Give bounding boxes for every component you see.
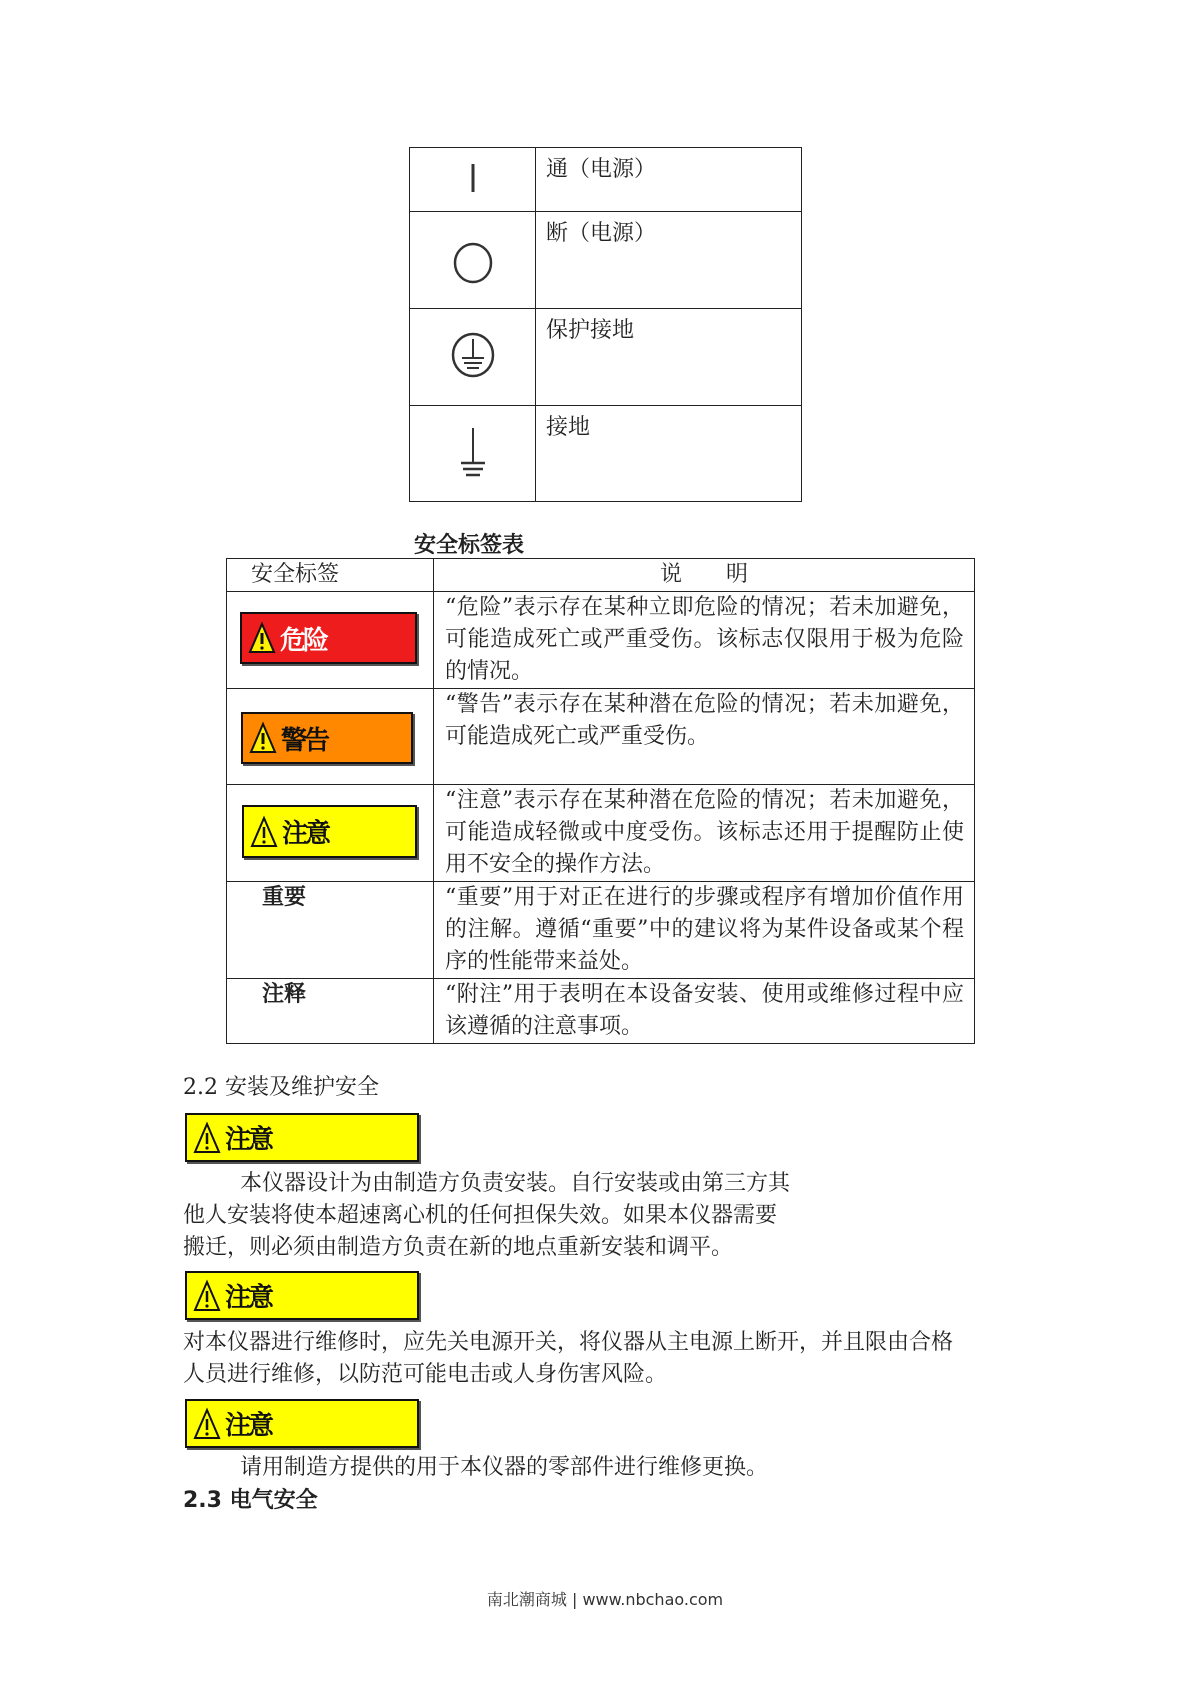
footer-separator: | <box>571 1590 578 1609</box>
paragraph-line: 人员进行维修，以防范可能电击或人身伤害风险。 <box>183 1362 668 1387</box>
paragraph-line: 对本仪器进行维修时，应先关电源开关，将仪器从主电源上断开，并且限由合格 <box>183 1330 954 1355</box>
row-desc: “附注”用于表明在本设备安装、使用或维修过程中应该遵循的注意事项。 <box>434 979 975 1044</box>
warning-triangle-icon <box>249 721 277 755</box>
paragraph-line: 本仪器设计为由制造方负责安装。自行安装或由第三方其 <box>240 1171 791 1196</box>
label-text: 注意 <box>225 1283 272 1313</box>
important-label: 重要 <box>227 882 434 979</box>
ground-icon <box>410 406 536 502</box>
row-desc: “注意”表示存在某种潜在危险的情况；若未加避免，可能造成轻微或中度受伤。该标志还用于提醒防止使用不安全的操作方法。 <box>434 785 975 882</box>
warning-triangle-icon <box>248 621 276 655</box>
symbol-table <box>409 147 802 502</box>
label-text: 危险 <box>280 625 327 656</box>
section-heading-2-2: 2.2 安装及维护安全 <box>183 1075 379 1100</box>
label-text: 注意 <box>282 819 329 849</box>
warning-triangle-icon <box>193 1121 221 1155</box>
header-desc: 说 明 <box>434 559 975 592</box>
note-label: 注释 <box>227 979 434 1044</box>
header-label: 安全标签 <box>227 559 434 592</box>
paragraph-line: 他人安装将使本超速离心机的任何担保失效。如果本仪器需要 <box>183 1203 778 1228</box>
warning-triangle-icon <box>193 1407 221 1441</box>
warning-triangle-icon <box>193 1279 221 1313</box>
danger-label <box>240 612 417 664</box>
label-text: 注意 <box>225 1411 272 1441</box>
power-on-icon <box>410 148 536 212</box>
caution-label <box>185 1113 419 1162</box>
section-heading-2-3: 2.3 电气安全 <box>183 1488 318 1513</box>
caution-label <box>242 805 417 858</box>
label-text: 警告 <box>281 725 328 756</box>
row-desc: “重要”用于对正在进行的步骤或程序有增加价值作用的注解。遵循“重要”中的建议将为某件设备或某个程序的性能带来益处。 <box>434 882 975 979</box>
table-title: 安全标签表 <box>414 533 525 558</box>
symbol-desc: 保护接地 <box>536 309 802 406</box>
symbol-desc: 通（电源） <box>536 148 802 212</box>
row-desc: “危险”表示存在某种立即危险的情况；若未加避免，可能造成死亡或严重受伤。该标志仅限用于极为危险的情况。 <box>434 592 975 689</box>
warning-label <box>241 712 413 764</box>
symbol-desc: 接地 <box>536 406 802 502</box>
warning-triangle-icon <box>250 815 278 849</box>
caution-label <box>185 1399 419 1448</box>
footer-url[interactable]: www.nbchao.com <box>582 1590 724 1609</box>
label-text: 注意 <box>225 1125 272 1155</box>
footer <box>0 1587 1200 1610</box>
protective-earth-icon <box>410 309 536 406</box>
symbol-desc: 断（电源） <box>536 212 802 309</box>
row-desc: “警告”表示存在某种潜在危险的情况；若未加避免，可能造成死亡或严重受伤。 <box>434 689 975 785</box>
paragraph-line: 请用制造方提供的用于本仪器的零部件进行维修更换。 <box>240 1455 769 1480</box>
caution-label <box>185 1271 419 1320</box>
power-off-icon <box>410 212 536 309</box>
footer-site: 南北潮商城 <box>486 1590 567 1609</box>
paragraph-line: 搬迁，则必须由制造方负责在新的地点重新安装和调平。 <box>183 1235 734 1260</box>
